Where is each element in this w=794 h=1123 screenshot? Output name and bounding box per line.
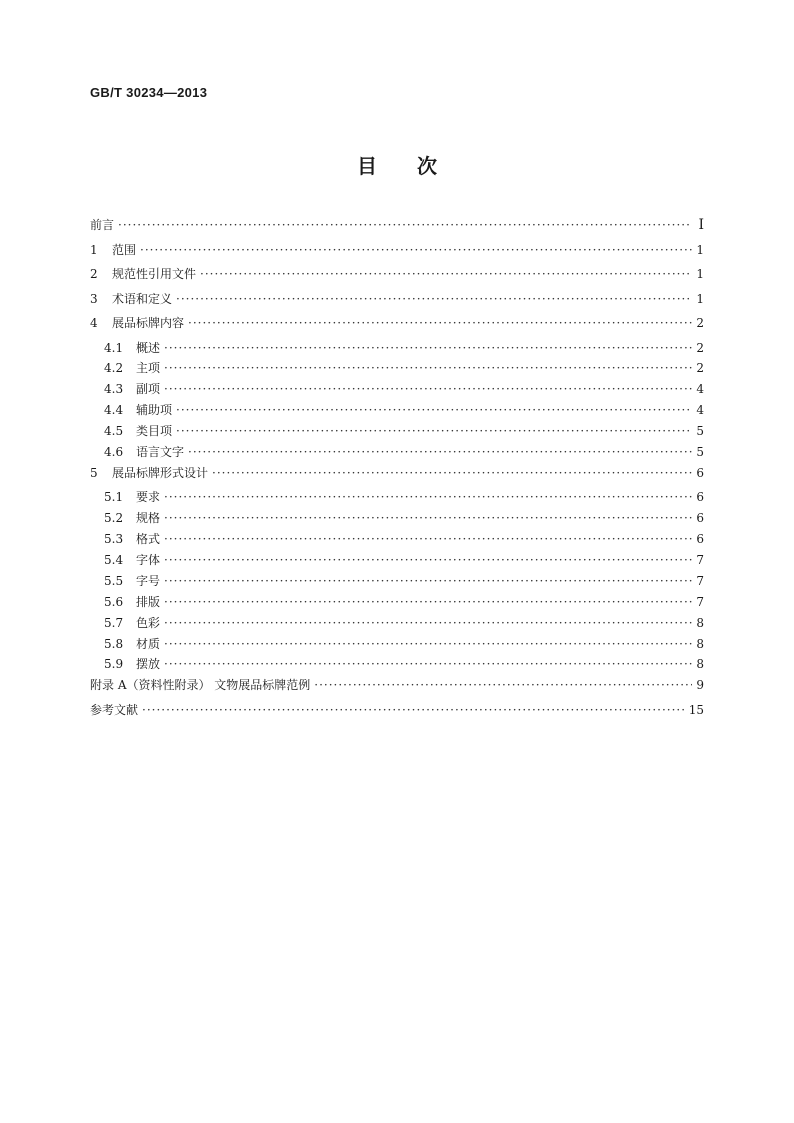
toc-entry-page: 8	[696, 615, 704, 630]
toc-entry-page: 9	[696, 678, 704, 693]
toc-entry[interactable]	[90, 655, 704, 676]
toc-entry-title	[104, 339, 160, 356]
toc-entry-page: 7	[696, 573, 704, 588]
toc-entry-number: 5.5	[104, 573, 124, 588]
toc-entry-number: 4	[90, 316, 98, 330]
toc-entry-page: 6	[696, 465, 704, 480]
toc-entry-page: 7	[696, 594, 704, 609]
toc-leader-dots	[176, 403, 692, 417]
toc-entry-label: 辅助项	[136, 403, 173, 418]
toc-entry-title	[90, 241, 136, 258]
toc-entry-title	[104, 551, 160, 568]
toc-entry[interactable]	[90, 488, 704, 509]
toc-entry[interactable]	[90, 339, 704, 360]
toc-entry-label: 展品标牌内容	[112, 316, 185, 330]
toc-leader-dots	[164, 574, 692, 588]
toc-leader-dots	[164, 657, 692, 671]
toc-entry[interactable]	[90, 359, 704, 380]
toc-entry[interactable]	[90, 265, 704, 290]
toc-entry-label: 副项	[136, 382, 161, 397]
toc-entry-label: 类目项	[136, 424, 173, 439]
toc-entry-title	[90, 265, 196, 282]
toc-entry[interactable]	[90, 464, 704, 489]
page-title: 目次	[357, 154, 477, 178]
toc-entry-title	[104, 509, 160, 526]
toc-entry-label: 格式	[136, 532, 161, 547]
toc-entry-label: 主项	[136, 361, 161, 376]
toc-entry-number: 4.5	[104, 424, 124, 439]
toc-entry-title	[104, 614, 160, 631]
toc-leader-dots	[164, 361, 692, 375]
toc-entry-title	[90, 216, 114, 233]
toc-entry-label: 字号	[136, 573, 161, 588]
toc-entry-page: 2	[696, 316, 704, 330]
toc-entry-number: 5.9	[104, 657, 124, 672]
toc-leader-dots	[176, 292, 692, 306]
toc-leader-dots	[140, 243, 692, 257]
toc-entry-number: 5.3	[104, 532, 124, 547]
toc-entry-label: 展品标牌形式设计	[112, 465, 209, 480]
toc-entry-number: 4.6	[104, 444, 124, 459]
toc-entry[interactable]	[90, 401, 704, 422]
toc-entry-title	[104, 359, 160, 376]
toc-entry-label: 术语和定义	[112, 291, 173, 306]
toc-entry-page: 8	[696, 636, 704, 651]
toc-entry-page: 4	[696, 382, 704, 397]
toc-entry-title	[104, 572, 160, 589]
toc-entry-page: 5	[696, 424, 704, 439]
toc-entry-page: 8	[696, 657, 704, 672]
toc-entry[interactable]	[90, 216, 704, 241]
toc-entry-title	[104, 593, 160, 610]
toc-entry-label: 概述	[136, 340, 161, 355]
toc-entry-title	[90, 701, 138, 718]
toc-entry-title	[104, 488, 160, 505]
toc-entry[interactable]	[90, 241, 704, 266]
toc-entry-page: 2	[696, 361, 704, 376]
toc-entry-label: 字体	[136, 553, 161, 568]
toc-entry[interactable]	[90, 290, 704, 315]
toc-entry-number: 5.7	[104, 615, 124, 630]
toc-leader-dots	[164, 637, 692, 651]
toc-entry-title	[104, 443, 184, 460]
toc-entry-number: 4.4	[104, 403, 124, 418]
toc-leader-dots	[164, 490, 692, 504]
toc-entry-label: 排版	[136, 594, 161, 609]
toc-entry-number: 3	[90, 291, 98, 306]
table-of-contents	[90, 216, 704, 725]
toc-entry-number: 4.3	[104, 382, 124, 397]
toc-entry[interactable]	[90, 380, 704, 401]
toc-entry-number: 5.1	[104, 490, 124, 505]
toc-entry-title	[90, 314, 184, 331]
toc-entry-page: 6	[696, 490, 704, 505]
toc-entry-page: 1	[696, 291, 704, 306]
toc-leader-dots	[176, 424, 692, 438]
toc-entry-title	[104, 380, 160, 397]
toc-entry-number: 5.8	[104, 636, 124, 651]
toc-entry-label: 规范性引用文件	[112, 267, 197, 281]
toc-entry-number: 5	[90, 465, 98, 480]
toc-entry-title	[104, 401, 172, 418]
toc-entry-title	[104, 422, 172, 439]
toc-entry-label: 材质	[136, 636, 161, 651]
toc-entry-number: 2	[90, 267, 98, 281]
toc-entry-title	[90, 290, 172, 307]
toc-entry-page: 6	[696, 532, 704, 547]
toc-leader-dots	[118, 218, 692, 232]
toc-entry-number: 5.4	[104, 553, 124, 568]
toc-entry[interactable]	[90, 593, 704, 614]
toc-entry[interactable]	[90, 614, 704, 635]
toc-entry-title	[104, 635, 160, 652]
toc-entry-label: 色彩	[136, 615, 161, 630]
toc-entry-number: 5.2	[104, 511, 124, 526]
toc-entry-number: 1	[90, 242, 98, 257]
toc-entry-page: 2	[696, 340, 704, 355]
toc-leader-dots	[164, 553, 692, 567]
toc-entry[interactable]	[90, 422, 704, 443]
toc-leader-dots	[142, 703, 685, 717]
toc-entry[interactable]	[90, 551, 704, 572]
toc-leader-dots	[164, 616, 692, 630]
toc-entry-label: 规格	[136, 511, 161, 526]
document-id: GB/T 30234—2013	[90, 85, 208, 100]
toc-leader-dots	[200, 267, 692, 281]
toc-entry-label: 摆放	[136, 657, 161, 672]
toc-leader-dots	[188, 445, 692, 459]
toc-entry[interactable]	[90, 509, 704, 530]
toc-entry-page: 1	[696, 242, 704, 257]
toc-leader-dots	[164, 382, 692, 396]
toc-leader-dots	[164, 595, 692, 609]
toc-entry[interactable]	[90, 635, 704, 656]
toc-entry-label: 前言	[90, 218, 115, 232]
toc-entry-title	[104, 530, 160, 547]
toc-entry-page: 6	[696, 511, 704, 526]
toc-entry[interactable]	[90, 443, 704, 464]
toc-leader-dots	[314, 678, 692, 692]
toc-leader-dots	[188, 316, 692, 330]
toc-entry-page: 1	[696, 267, 704, 281]
toc-entry-label: 范围	[112, 242, 137, 257]
toc-entry[interactable]	[90, 676, 704, 701]
toc-leader-dots	[164, 511, 692, 525]
toc-entry-title	[104, 655, 160, 672]
toc-entry-page: 7	[696, 553, 704, 568]
toc-entry-label: 附录 A（资料性附录） 文物展品标牌范例	[90, 678, 311, 693]
toc-entry[interactable]	[90, 530, 704, 551]
toc-entry-label: 语言文字	[136, 444, 185, 459]
toc-entry-title	[90, 464, 208, 481]
toc-entry-page: Ⅰ	[698, 217, 704, 233]
toc-entry-number: 5.6	[104, 594, 124, 609]
toc-entry[interactable]	[90, 314, 704, 339]
toc-entry-label: 参考文献	[90, 702, 139, 717]
toc-leader-dots	[212, 466, 692, 480]
toc-entry-page: 5	[696, 444, 704, 459]
toc-entry[interactable]	[90, 701, 704, 726]
toc-entry-label: 要求	[136, 490, 161, 505]
toc-entry-page: 15	[688, 702, 704, 717]
toc-entry-number: 4.2	[104, 361, 124, 376]
toc-leader-dots	[164, 532, 692, 546]
toc-entry-title	[90, 676, 310, 693]
toc-entry-page: 4	[696, 403, 704, 418]
toc-leader-dots	[164, 341, 692, 355]
toc-entry-number: 4.1	[104, 340, 124, 355]
toc-entry[interactable]	[90, 572, 704, 593]
